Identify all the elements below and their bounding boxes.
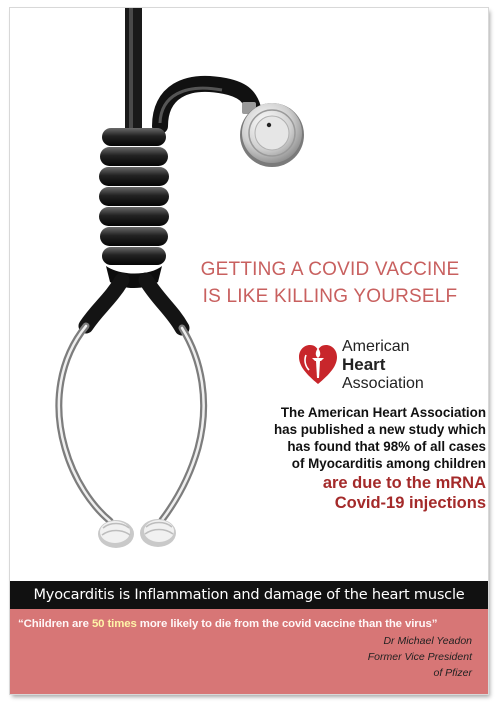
study-line: The American Heart Association [280,405,486,420]
study-line: has published a new study which [273,422,486,437]
logo-line-association: Association [342,375,424,392]
noose-coil [99,128,169,288]
study-emphasis-line: Covid-19 injections [334,494,486,512]
study-emphasis-line: are due to the mRNA [322,474,486,492]
logo-line-heart: Heart [342,355,386,374]
headline-line-2: IS LIKE KILLING YOURSELF [202,286,458,307]
heart-torch-icon [298,342,338,388]
headline [180,256,480,310]
attribution-line: Dr Michael Yeadon [383,635,472,647]
ear-tip-right [140,519,176,547]
quote-highlight: 50 times [91,618,137,630]
poster [10,8,488,694]
quote-box [10,609,488,694]
logo-line-american: American [342,338,410,355]
hanging-tube [125,8,142,128]
definition-banner: Myocarditis is Inflammation and damage of the heart muscle [10,581,488,609]
y-tube-right [146,280,182,328]
study-text [238,404,486,513]
ear-tip-left [98,520,134,548]
study-line: of Myocarditis among children [291,456,486,471]
y-tube-left [86,280,122,326]
quote-after: more likely to die from the covid vaccine than the virus” [136,618,438,630]
study-emphasis [238,473,486,513]
study-body [238,404,486,472]
curved-tube [160,84,253,126]
attribution-line: Former Vice President [367,651,472,663]
study-line: has found that 98% of all cases [287,439,486,454]
chest-piece [240,102,304,167]
aha-logo [298,338,468,398]
headline-line-1: GETTING A COVID VACCINE [200,259,460,280]
attribution-line: of Pfizer [433,667,472,679]
metal-tube-right [162,328,204,520]
quote-text [18,618,484,630]
quote-attribution [368,633,472,681]
quote-before: “Children are [18,618,92,630]
